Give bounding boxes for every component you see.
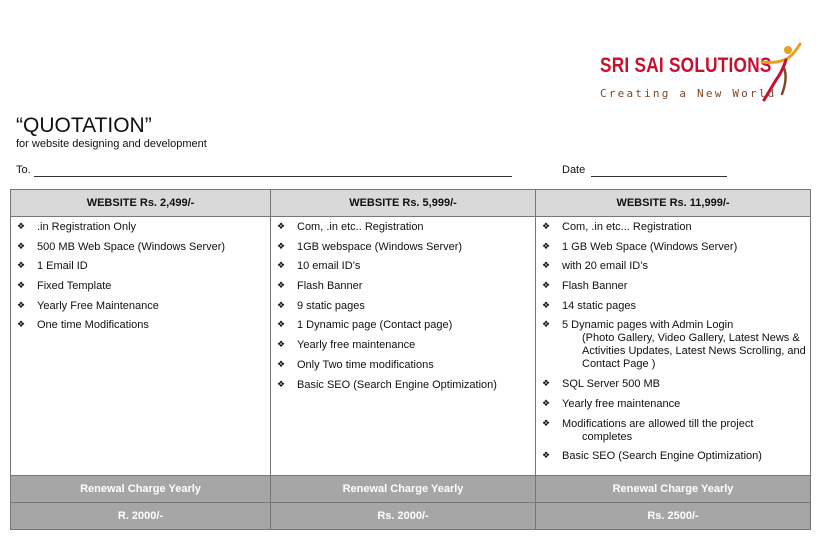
feature-subtext: completes [582,430,633,443]
renewal-label-basic: Renewal Charge Yearly [11,476,271,503]
feature-text: 1 Email ID [37,260,88,273]
diamond-bullet-icon: ❖ [277,300,286,311]
feature-text: with 20 email ID’s [562,260,648,273]
diamond-bullet-icon: ❖ [277,222,286,232]
feature-text: Com, .in etc... Registration [562,221,692,233]
feature-item [536,280,810,293]
feature-item [271,339,535,352]
feature-item [271,280,535,293]
feature-subtext: (Photo Gallery, Video Gallery, Latest News & Activities Updates, Latest News Scrolling, and Contact Page ) [582,332,806,371]
to-fill-line [34,176,512,177]
diamond-bullet-icon: ❖ [277,281,286,292]
feature-item [271,319,535,332]
document-subtitle: for website designing and development [16,138,207,150]
feature-text: Basic SEO (Search Engine Optimization) [297,378,497,391]
renewal-label-premium: Renewal Charge Yearly [536,476,811,503]
feature-text: Only Two time modifications [297,358,434,371]
diamond-bullet-icon: ❖ [277,379,286,390]
feature-item [536,241,810,254]
feature-item [536,221,810,234]
feature-item [536,418,810,444]
diamond-bullet-icon: ❖ [17,241,26,252]
feature-text: Flash Banner [562,280,628,293]
star-figure-icon [758,42,802,102]
feature-item [271,241,535,254]
diamond-bullet-icon: ❖ [17,281,26,292]
diamond-bullet-icon: ❖ [542,261,551,272]
feature-text: 1 GB Web Space (Windows Server) [562,240,738,253]
diamond-bullet-icon: ❖ [277,340,286,351]
diamond-bullet-icon: ❖ [542,222,551,232]
plan-features-standard [271,217,536,476]
feature-text: Basic SEO (Search Engine Optimization) [562,450,762,463]
diamond-bullet-icon: ❖ [542,398,551,409]
feature-item [536,398,810,411]
feature-item [536,450,810,463]
plan-header-basic: WEBSITE Rs. 2,499/- [11,190,271,217]
plan-features-basic [11,217,271,476]
company-logo [588,40,804,112]
logo-tagline: Creating a New World [600,87,777,100]
renewal-price-standard: Rs. 2000/- [271,503,536,530]
diamond-bullet-icon: ❖ [17,261,26,272]
date-fill-line [591,176,727,177]
feature-item [536,300,810,313]
feature-text: 14 static pages [562,299,636,312]
feature-text: 10 email ID’s [297,260,361,273]
feature-text: 5 Dynamic pages with Admin Login [562,319,734,332]
plan-header-premium: WEBSITE Rs. 11,999/- [536,190,811,217]
feature-item [11,221,270,234]
diamond-bullet-icon: ❖ [542,320,551,331]
diamond-bullet-icon: ❖ [542,418,551,429]
feature-text: .in Registration Only [37,221,137,233]
diamond-bullet-icon: ❖ [277,320,286,331]
feature-text: Fixed Template [37,280,112,293]
date-label: Date [562,164,586,176]
diamond-bullet-icon: ❖ [277,359,286,370]
feature-text: Flash Banner [297,280,363,293]
feature-text: 9 static pages [297,299,365,312]
feature-item [536,260,810,273]
feature-item [11,280,270,293]
feature-item [11,319,270,332]
plan-header-standard: WEBSITE Rs. 5,999/- [271,190,536,217]
feature-text: Com, .in etc.. Registration [297,221,424,233]
feature-item [11,260,270,273]
feature-text: 1GB webspace (Windows Server) [297,240,463,253]
feature-text: Modifications are allowed till the project [562,417,754,430]
renewal-price-premium: Rs. 2500/- [536,503,811,530]
plan-features-premium [536,217,811,476]
feature-item [11,241,270,254]
feature-text: One time Modifications [37,319,149,332]
diamond-bullet-icon: ❖ [17,320,26,331]
feature-item [271,221,535,234]
feature-text: Yearly Free Maintenance [37,299,159,312]
feature-text: 1 Dynamic page (Contact page) [297,319,453,332]
diamond-bullet-icon: ❖ [542,300,551,311]
renewal-price-basic: R. 2000/- [11,503,271,530]
feature-item [271,260,535,273]
feature-item [11,300,270,313]
feature-item [536,378,810,391]
logo-name: SRI SAI SOLUTIONS [600,54,772,77]
feature-item [536,319,810,371]
diamond-bullet-icon: ❖ [277,261,286,272]
feature-item [271,359,535,372]
diamond-bullet-icon: ❖ [542,281,551,292]
pricing-table [10,189,811,530]
diamond-bullet-icon: ❖ [17,222,26,232]
feature-text: SQL Server 500 MB [562,378,661,391]
feature-text: Yearly free maintenance [562,397,681,410]
diamond-bullet-icon: ❖ [17,300,26,311]
renewal-label-standard: Renewal Charge Yearly [271,476,536,503]
document-title: “QUOTATION” [16,114,152,137]
feature-text: Yearly free maintenance [297,339,416,352]
diamond-bullet-icon: ❖ [542,241,551,252]
diamond-bullet-icon: ❖ [542,379,551,390]
feature-item [271,379,535,392]
diamond-bullet-icon: ❖ [277,241,286,252]
feature-text: 500 MB Web Space (Windows Server) [37,240,226,253]
feature-item [271,300,535,313]
to-label: To. [16,164,31,176]
diamond-bullet-icon: ❖ [542,451,551,462]
